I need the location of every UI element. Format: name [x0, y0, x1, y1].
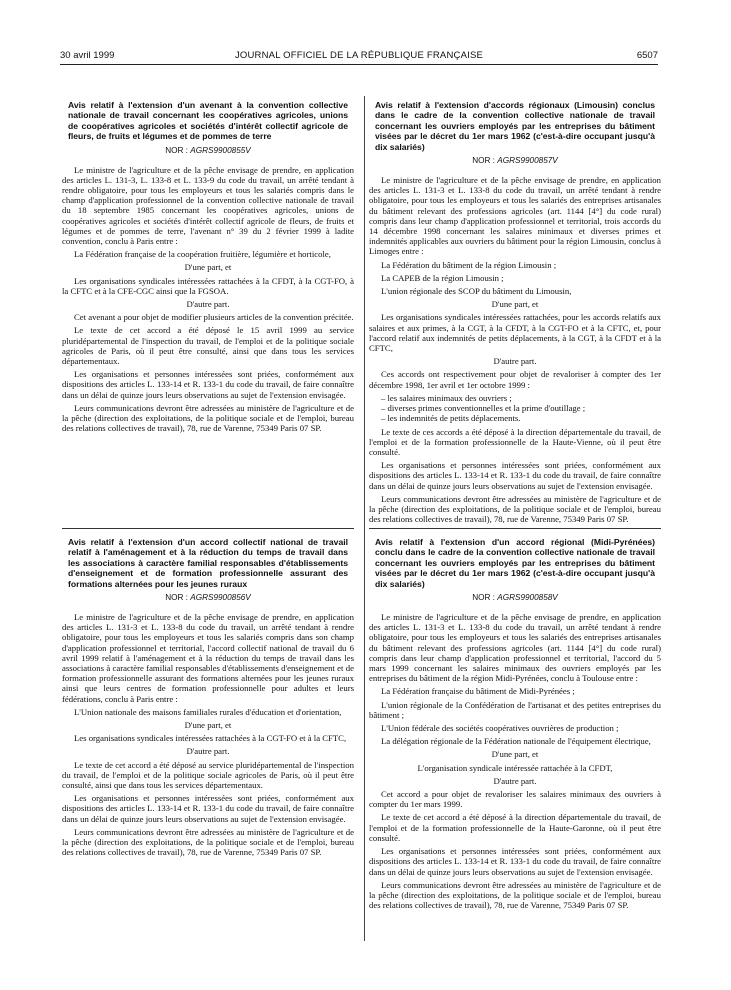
paragraph: La délégation régionale de la Fédération nationale de l'équipement électrique, [381, 736, 651, 747]
nor-code: AGRS9900855V [190, 145, 251, 155]
nor-label: NOR : [472, 156, 495, 166]
paragraph: D'une part, et [491, 299, 539, 310]
revaluation-list [381, 393, 661, 424]
paragraph: La Fédération française de la coopération fruitière, légumière et horticole, [74, 249, 331, 260]
nor-label: NOR : [165, 593, 188, 603]
article-title: Avis relatif à l'extension d'un avenant à la convention collective nationale de travail concernant les coopératives agricoles, unions de coopératives agricoles et sociétés d'intérêt collectif agricole de fleurs, de fruits et légumes et de pommes de terre [68, 100, 348, 142]
paragraph: D'autre part. [186, 746, 230, 757]
paragraph: La Fédération du bâtiment de la région Limousin ; [381, 259, 557, 270]
paragraph: Ces accords ont respectivement pour objet de revaloriser à compter des 1er décembre 1998, 1er avril et 1er octobre 1999 : [369, 369, 661, 390]
article-1 [62, 100, 354, 437]
paragraph: D'une part, et [184, 262, 232, 273]
paragraph: D'une part, et [184, 720, 232, 731]
article-title: Avis relatif à l'extension d'un accord collectif national de travail relatif à l'aménagement et à la réduction du temps de travail dans les associations à caractère familial responsables d'établissements d'enseignement et de formation professionnelle assurant des formations alternées pour les jeunes ruraux [68, 537, 348, 589]
paragraph: La CAPEB de la région Limousin ; [381, 272, 504, 283]
nor-code: AGRS9900858V [497, 593, 558, 603]
article-body [369, 612, 661, 910]
article-title: Avis relatif à l'extension d'un accord régional (Midi-Pyrénées) conclu dans le cadre de la convention collective nationale de travail concernant les ouvriers employés par les entreprises du bâtiment visées par le décret du 1er mars 1962 (c'est-à-dire occupant jusqu'à dix salariés) [375, 537, 655, 589]
running-header [60, 50, 658, 64]
paragraph: Les organisations syndicales intéressées rattachées à la CGT-FO et à la CFTC, [74, 733, 347, 744]
paragraph: Les organisations et personnes intéressées sont priées, conformément aux dispositions des articles L. 133-14 et R. 133-1 du code du travail, de faire connaître dans un délai de quinze jours leurs observations au sujet de l'extension envisagée. [62, 369, 354, 400]
nor-label: NOR : [165, 145, 188, 155]
paragraph: L'union régionale de la Confédération de l'artisanat et des petites entreprises du bâtiment ; [369, 699, 661, 720]
article-body [62, 612, 354, 857]
nor-reference [62, 146, 354, 155]
paragraph: La Fédération française du bâtiment de Midi-Pyrénées ; [381, 686, 575, 697]
article-4 [369, 537, 661, 913]
paragraph: D'une part, et [491, 749, 539, 760]
article-separator [369, 528, 661, 529]
paragraph: Les organisations et personnes intéressées sont priées, conformément aux dispositions des articles L. 133-14 et R. 133-1 du code du travail, de faire connaître dans un délai de quinze jours leurs observations au sujet de l'extension envisagée. [62, 793, 354, 824]
article-body [62, 165, 354, 434]
header-rule [60, 64, 658, 65]
paragraph: Le texte de ces accords a été déposé à la direction départementale du travail, de l'emploi et de la formation professionnelle de la Haute-Vienne, où il peut être consulté. [369, 426, 661, 457]
paragraph: Le ministre de l'agriculture et de la pêche envisage de prendre, en application des articles L. 131-3, L. 133-8 et L. 133-9 du code du travail, un arrêté tendant à rendre obligatoire, pour tous les employeurs et tous les salariés compris dans le champ d'application professionnel de la convention collective nationale de travail du 18 septembre 1985 concernant les coopératives agricoles, unions de coopératives agricoles et sociétés d'intérêt collectif agricole de fleurs, de fruits et légumes et de pommes de terre, l'avenant n° 39 du 2 février 1999 à ladite convention, conclu à Paris entre : [62, 164, 354, 247]
paragraph: L'Union nationale des maisons familiales rurales d'éducation et d'orientation, [74, 706, 342, 717]
paragraph: Leurs communications devront être adressées au ministère de l'agriculture et de la pêche (direction des exploitations, de la politique sociale et de l'emploi, bureau des relations collectives de travail), 78, rue de Varenne, 75349 Paris 07 SP. [369, 879, 661, 911]
nor-code: AGRS9900856V [190, 593, 251, 603]
article-3 [369, 100, 661, 527]
paragraph: Les organisations et personnes intéressées sont priées, conformément aux dispositions des articles L. 133-14 et R. 133-1 du code du travail, de faire connaître dans un délai de quinze jours leurs observations au sujet de l'extension envisagée. [369, 460, 661, 491]
nor-code: AGRS9900857V [497, 156, 558, 166]
paragraph: Les organisations et personnes intéressées sont priées, conformément aux dispositions des articles L. 133-14 et R. 133-1 du code du travail, de faire connaître dans un délai de quinze jours leurs observations au sujet de l'extension envisagée. [369, 846, 661, 877]
paragraph: Le ministre de l'agriculture et de la pêche envisage de prendre, en application des articles L. 131-3 et L. 133-8 du code du travail, un arrêté tendant à rendre obligatoire, pour tous les employeurs et tous les salariés compris dans son champ d'application professionnel et territorial, l'accord collectif national de travail du 6 avril 1999 relatif à l'aménagement et à la réduction du temps de travail dans les associations à caractère familial responsables d'établissements d'enseignement et de formation professionnelle assurant des formations alternées pour les jeunes ruraux ainsi que leurs centres de formation professionnelle pour adultes et leurs fédérations, conclu à Paris entre : [62, 612, 354, 704]
paragraph: Les organisations syndicales intéressées rattachées, pour les accords relatifs aux salaires et aux primes, à la CGT, à la CFDT, à la CGT-FO et à la CFTC, et, pour l'accord relatif aux indemnités de petits déplacements, à la CGT, à la CFDT et à la CFTC, [369, 312, 661, 354]
nor-reference [369, 593, 661, 602]
paragraph: Le texte de cet accord a été déposé à la direction départementale du travail, de l'emploi et de la formation professionnelle de la Haute-Garonne, où il peut être consulté. [369, 812, 661, 843]
paragraph: D'autre part. [493, 775, 537, 786]
column-divider [364, 96, 365, 941]
paragraph: Cet accord a pour objet de revaloriser les salaires minimaux des ouvriers à compter du 1er mars 1999. [369, 789, 661, 810]
paragraph: L'union régionale des SCOP du bâtiment du Limousin, [381, 286, 572, 297]
paragraph: Le ministre de l'agriculture et de la pêche envisage de prendre, en application des articles L. 131-3 et L. 133-8 du code du travail, un arrêté tendant à rendre obligatoire, pour tous les employeurs et tous les salariés des entreprises artisanales du bâtiment relevant des professions agricoles (art. 1144 [4°] du code rural) compris dans leur champ d'application professionnel et territorial, trois accords du 14 décembre 1998 concernant les salaires minimaux et diverses primes et indemnités applicables aux ouvriers du bâtiment pour la région Limousin, conclus à Limoges entre : [369, 175, 661, 257]
paragraph: D'autre part. [186, 299, 230, 310]
paragraph: Cet avenant a pour objet de modifier plusieurs articles de la convention précitée. [74, 312, 354, 323]
article-separator [62, 528, 354, 529]
list-item: – les indemnités de petits déplacements. [381, 413, 521, 424]
paragraph: Leurs communications devront être adressées au ministère de l'agriculture et de la pêche (direction des exploitations, de la politique sociale et de l'emploi, bureau des relations collectives de travail), 78, rue de Varenne, 75349 Paris 07 SP. [62, 402, 354, 434]
nor-reference [369, 156, 661, 165]
paragraph: Le texte de cet accord a été déposé au service pluridépartemental de l'inspection du travail, de l'emploi et de la politique sociale agricoles de Paris, où il peut être consulté, ainsi que dans tous les services départementaux. [62, 759, 354, 791]
paragraph: Le texte de cet accord a été déposé le 15 avril 1999 au service pluridépartemental de l'inspection du travail, de l'emploi et de la politique sociale agricoles de Paris, où il peut être consulté, ainsi que dans tous les services départementaux. [62, 325, 354, 367]
paragraph: Les organisations syndicales intéressées rattachées à la CFDT, à la CGT-FO, à la CFTC et à la CFE-CGC ainsi que la FGSOA. [62, 275, 354, 296]
page-number: 6507 [636, 50, 658, 61]
article-2 [62, 537, 354, 861]
article-body [369, 175, 661, 524]
nor-label: NOR : [472, 593, 495, 603]
paragraph: L'organisation syndicale intéressée rattachée à la CFDT, [417, 762, 613, 773]
paragraph: L'Union fédérale des sociétés coopératives ouvrières de production ; [381, 723, 619, 734]
paragraph: D'autre part. [493, 356, 537, 367]
paragraph: Le ministre de l'agriculture et de la pêche envisage de prendre, en application des articles L. 131-3 et L. 133-8 du code du travail, un arrêté tendant à rendre obligatoire, pour tous les employeurs et tous les salariés des entreprises artisanales du bâtiment relevant des professions agricoles (art. 1144 [4°] du code rural) compris dans leur champ d'application professionnel et territorial, l'accord du 5 mars 1999 concernant les salaires minimaux des ouvriers employés par les entreprises du bâtiment de la région Midi-Pyrénées, conclu à Toulouse entre : [369, 612, 661, 684]
paragraph: Leurs communications devront être adressées au ministère de l'agriculture et de la pêche (direction des exploitations, de la politique sociale et de l'emploi, bureau des relations collectives de travail), 78, rue de Varenne, 75349 Paris 07 SP. [62, 826, 354, 858]
list-item: – les salaires minimaux des ouvriers ; [381, 392, 512, 403]
nor-reference [62, 593, 354, 602]
journal-title: JOURNAL OFFICIEL DE LA RÉPUBLIQUE FRANÇAISE [234, 50, 484, 61]
header-date: 30 avril 1999 [60, 50, 115, 61]
list-item: – diverses primes conventionnelles et la prime d'outillage ; [381, 403, 586, 414]
paragraph: Leurs communications devront être adressées au ministère de l'agriculture et de la pêche (direction des exploitations, de la politique sociale et de l'emploi, bureau des relations collectives de travail), 78, rue de Varenne, 75349 Paris 07 SP. [369, 493, 661, 525]
article-title: Avis relatif à l'extension d'accords régionaux (Limousin) conclus dans le cadre de la convention collective nationale de travail concernant les ouvriers employés par les entreprises du bâtiment visées par le décret du 1er mars 1962 (c'est-à-dire occupant jusqu'à dix salariés) [375, 100, 655, 152]
